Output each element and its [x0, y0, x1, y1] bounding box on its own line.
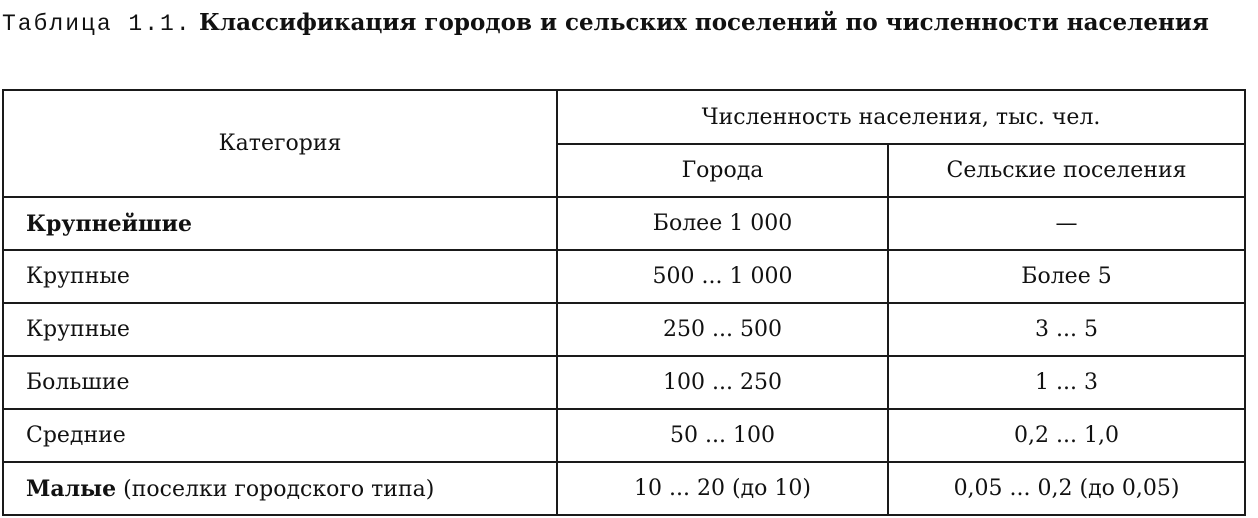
- table-caption: [2, 6, 1242, 41]
- header-row: [3, 90, 1245, 144]
- classification-table: [2, 89, 1246, 516]
- category-cell: [3, 356, 557, 409]
- header-category: Категория: [3, 90, 557, 197]
- caption-prefix: Таблица 1.1.: [2, 11, 192, 37]
- caption-title: Классификация городов и сельских поселений по численности населения: [198, 9, 1209, 36]
- cities-cell: 100 ... 250: [557, 356, 888, 409]
- rural-cell: 1 ... 3: [888, 356, 1245, 409]
- category-cell: [3, 197, 557, 250]
- cities-cell: Более 1 000: [557, 197, 888, 250]
- rural-cell: Более 5: [888, 250, 1245, 303]
- category-name: Средние: [26, 423, 126, 448]
- rural-cell: 3 ... 5: [888, 303, 1245, 356]
- category-name: Большие: [26, 370, 130, 395]
- header-rural: Сельские поселения: [888, 144, 1245, 197]
- cities-cell: 50 ... 100: [557, 409, 888, 462]
- category-name: Крупные: [26, 317, 130, 342]
- rural-cell: —: [888, 197, 1245, 250]
- table-row: [3, 356, 1245, 409]
- category-cell: [3, 250, 557, 303]
- table-row: [3, 250, 1245, 303]
- cities-cell: 500 ... 1 000: [557, 250, 888, 303]
- rural-cell: 0,05 ... 0,2 (до 0,05): [888, 462, 1245, 515]
- category-name: Крупные: [26, 264, 130, 289]
- category-note: (поселки городского типа): [123, 476, 435, 502]
- category-cell: [3, 303, 557, 356]
- category-cell: [3, 462, 557, 515]
- table-row: [3, 197, 1245, 250]
- header-cities: Города: [557, 144, 888, 197]
- category-cell: [3, 409, 557, 462]
- cities-cell: 10 ... 20 (до 10): [557, 462, 888, 515]
- category-name: Малые: [26, 475, 117, 502]
- category-name: Крупнейшие: [26, 210, 192, 237]
- table-row: [3, 462, 1245, 515]
- table-row: [3, 303, 1245, 356]
- cities-cell: 250 ... 500: [557, 303, 888, 356]
- header-population: Численность населения, тыс. чел.: [557, 90, 1245, 144]
- rural-cell: 0,2 ... 1,0: [888, 409, 1245, 462]
- table-row: [3, 409, 1245, 462]
